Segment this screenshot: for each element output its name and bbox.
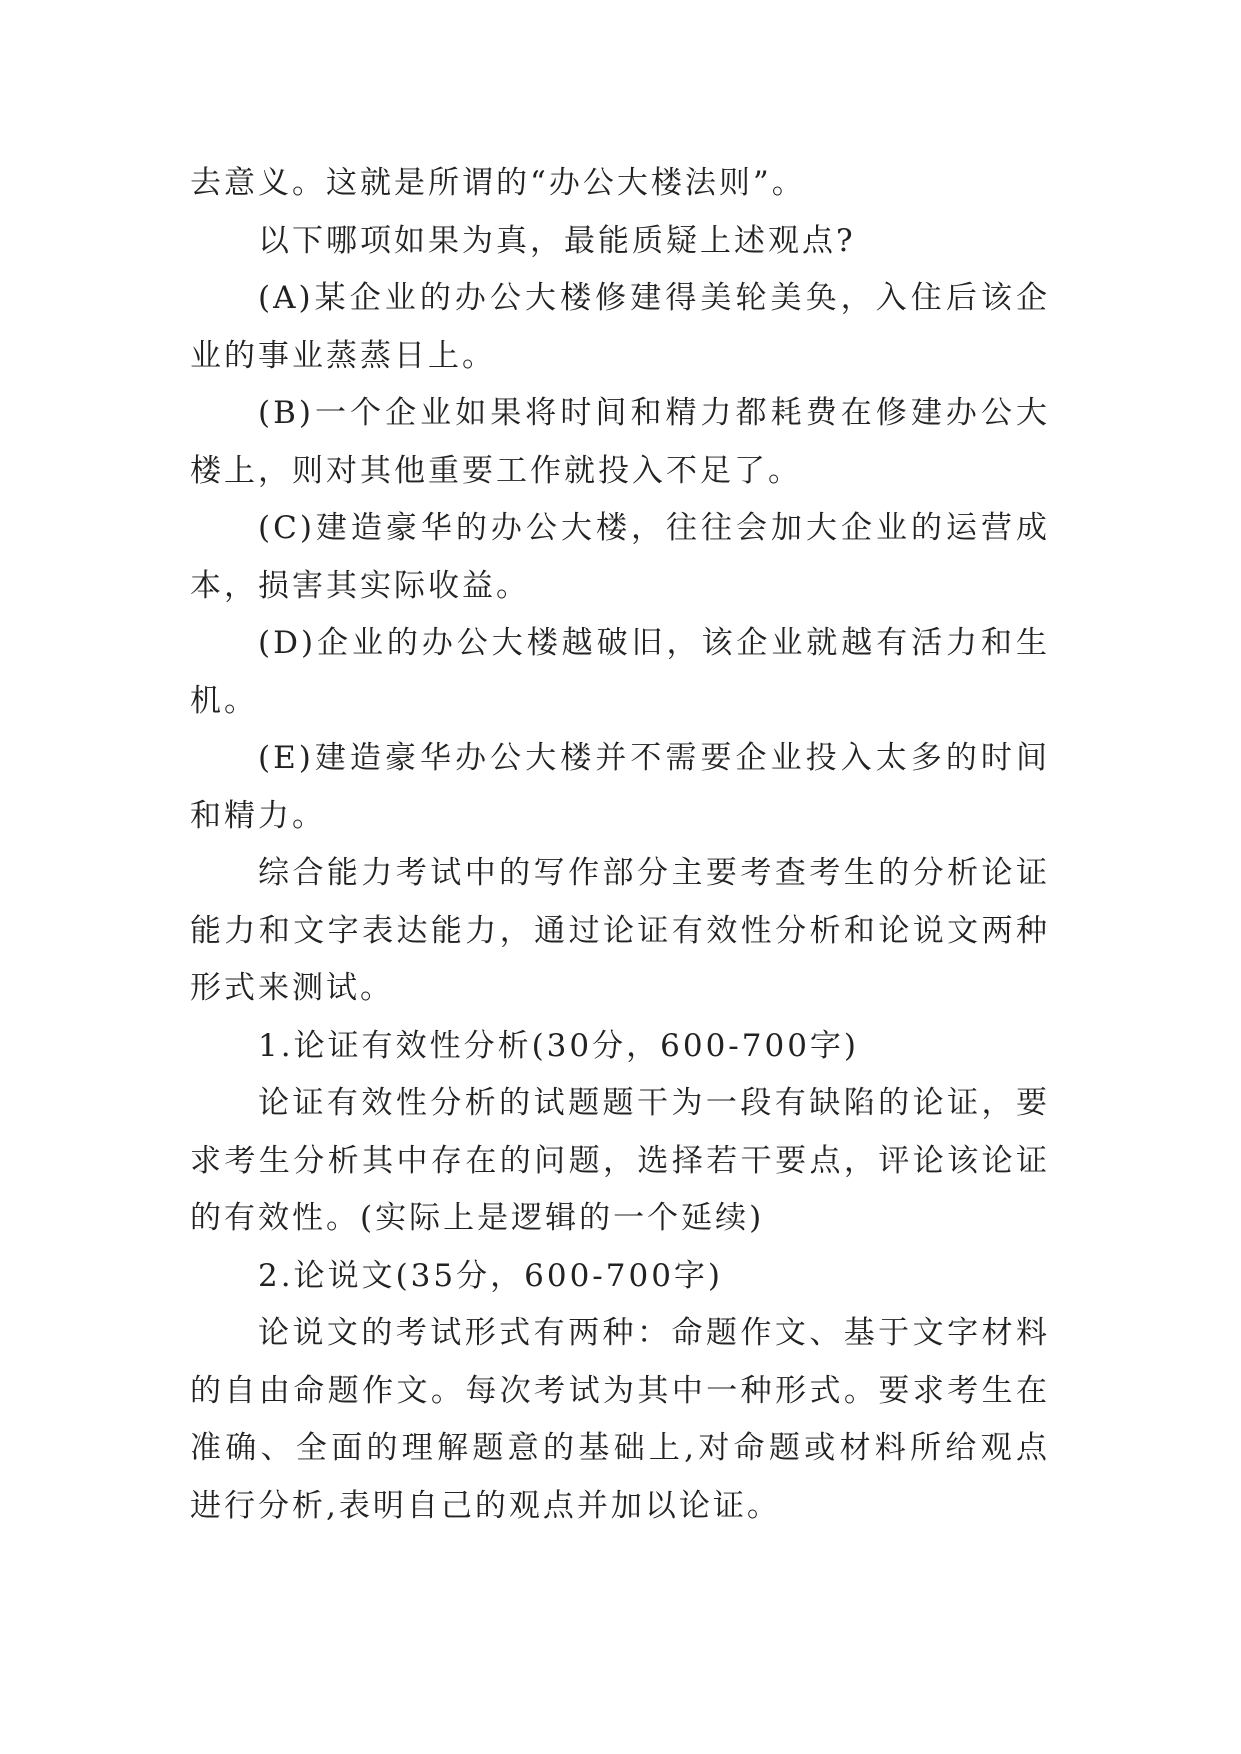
option-a: (A)某企业的办公大楼修建得美轮美奂，入住后该企业的事业蒸蒸日上。 — [190, 280, 1050, 374]
option-c: (C)建造豪华的办公大楼，往往会加大企业的运营成本，损害其实际收益。 — [190, 510, 1050, 604]
paragraph-continuation: 去意义。这就是所谓的“办公大楼法则”。 — [190, 165, 806, 201]
essay-paragraph: 论说文的考试形式有两种：命题作文、基于文字材料的自由命题作文。每次考试为其中一种形式。要求考生在准确、全面的理解题意的基础上,对命题或材料所给观点进行分析,表明自己的观点并加以论证。 — [190, 1315, 1050, 1524]
section-heading-essay: 2.论说文(35分，600-700字) — [258, 1257, 724, 1294]
question-prompt: 以下哪项如果为真，最能质疑上述观点? — [258, 222, 856, 259]
writing-intro-paragraph: 综合能力考试中的写作部分主要考查考生的分析论证能力和文字表达能力，通过论证有效性分析和论说文两种形式来测试。 — [190, 855, 1050, 1006]
option-b: (B)一个企业如果将时间和精力都耗费在修建办公大楼上，则对其他重要工作就投入不足了。 — [190, 395, 1050, 489]
section-heading-argument-analysis: 1.论证有效性分析(30分，600-700字) — [258, 1027, 860, 1064]
argument-analysis-paragraph: 论证有效性分析的试题题干为一段有缺陷的论证，要求考生分析其中存在的问题，选择若干要点，评论该论证的有效性。(实际上是逻辑的一个延续) — [190, 1085, 1050, 1236]
option-d: (D)企业的办公大楼越破旧，该企业就越有活力和生机。 — [190, 625, 1050, 719]
document-body — [190, 155, 1050, 1535]
option-e: (E)建造豪华办公大楼并不需要企业投入太多的时间和精力。 — [190, 740, 1050, 834]
